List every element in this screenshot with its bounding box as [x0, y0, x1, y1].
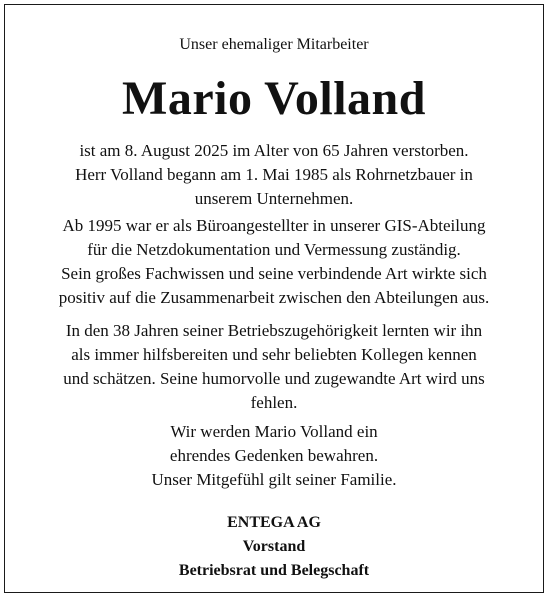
signature-block [5, 511, 543, 583]
obituary-notice [4, 4, 544, 593]
text-line: und schätzen. Seine humorvolle und zugewandte Art wird uns [63, 369, 485, 388]
text-line: ehrendes Gedenken bewahren. [169, 446, 379, 465]
text-line: Unser Mitgefühl gilt seiner Familie. [151, 470, 397, 489]
text-line: für die Netzdokumentation und Vermessung zuständig. [87, 240, 461, 259]
text-line: ist am 8. August 2025 im Alter von 65 Jahren verstorben. [79, 141, 469, 160]
text-line: Herr Volland begann am 1. Mai 1985 als Rohrnetzbauer in [75, 165, 473, 184]
text-line: Ab 1995 war er als Büroangestellter in unserer GIS-Abteilung [62, 216, 486, 235]
text-line: positiv auf die Zusammenarbeit zwischen den Abteilungen aus. [58, 288, 490, 307]
paragraph-career-start [15, 139, 533, 211]
signature-council: Betriebsrat und Belegschaft [178, 562, 370, 579]
text-line: als immer hilfsbereiten und sehr beliebten Kollegen kennen [71, 345, 477, 364]
deceased-name: Mario Volland [122, 72, 426, 125]
text-line: Wir werden Mario Volland ein [170, 422, 378, 441]
paragraph-tribute [15, 319, 533, 415]
text-line: In den 38 Jahren seiner Betriebszugehörigkeit lernten wir ihn [65, 321, 483, 340]
text-line: unserem Unternehmen. [194, 189, 354, 208]
signature-company: ENTEGA AG [227, 514, 321, 531]
intro-line: Unser ehemaliger Mitarbeiter [179, 36, 369, 53]
text-line: Sein großes Fachwissen und seine verbindende Art wirkte sich [61, 264, 487, 283]
paragraph-gis-department [15, 214, 533, 310]
paragraph-condolence [15, 420, 533, 492]
text-line: fehlen. [250, 393, 298, 412]
signature-board: Vorstand [242, 538, 306, 555]
